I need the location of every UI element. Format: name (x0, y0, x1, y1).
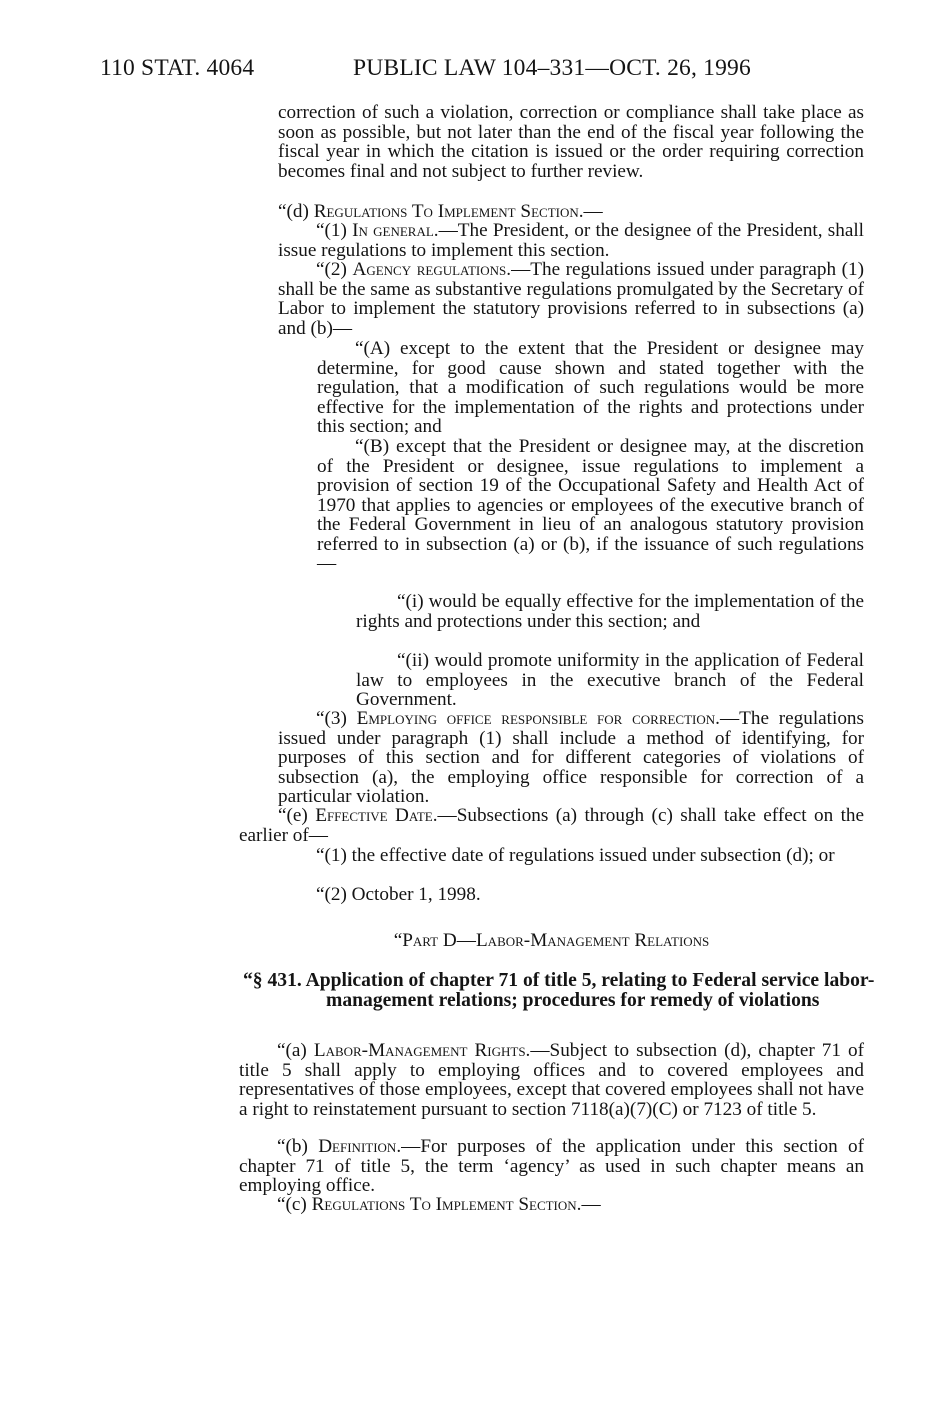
section-431-subsection-c-heading: “(c) Regulations To Implement Section.— (277, 1194, 601, 1215)
paragraph-d3: “(3) Employing office responsible for correction.—The regulations issued under paragraph (1) shall include a method of identifying, for purposes of this section and for different categories of violations of subsection (a), the employing office responsible for correction of a particular violation. (278, 708, 864, 807)
section-431-subsection-a: “(a) Labor-Management Rights.—Subject to subsection (d), chapter 71 of title 5 shall apply to employing offices and to covered employees and representatives of those employees, except that covered employees shall not have a right to reinstatement pursuant to section 7118(a)(7)(C) or 7123 of title 5. (239, 1040, 865, 1120)
subparagraph-d2B: “(B) except that the President or designee may, at the discretion of the President or designee, issue regulations to implement a provision of section 19 of the Occupational Safety and Health Act of 1970 that applies to agencies or employees of the executive branch of the Federal Government in lieu of an analogous statutory provision referred to in subsection (a) or (b), if the issuance of such regulations— (317, 436, 864, 574)
part-heading: “Part D—Labor-Management Relations (393, 930, 710, 951)
paragraph-d2: “(2) Agency regulations.—The regulations issued under paragraph (1) shall be the same as substantive regulations promulgated by the Secretary of Labor to implement the statutory provisions referred to in subsections (a) and (b)— (278, 259, 865, 339)
clause-d2Bii: “(ii) would promote uniformity in the application of Federal law to employees in the executive branch of the Federal Government. (356, 650, 864, 710)
clause-d2Bi: “(i) would be equally effective for the implementation of the rights and protections under this section; and (356, 591, 864, 632)
paragraph-e1: “(1) the effective date of regulations issued under subsection (d); or (316, 845, 835, 866)
subparagraph-d2A: “(A) except to the extent that the President or designee may determine, for good cause shown and stated together with the regulation, that a modification of such regulations would be more effective for the implementation of the rights and protections under this section; and (317, 338, 864, 437)
paragraph-d1: “(1) In general.—The President, or the designee of the President, shall issue regulations to implement this section. (278, 220, 865, 261)
paragraph-e2: “(2) October 1, 1998. (316, 884, 481, 905)
subsection-e: “(e) Effective Date.—Subsections (a) through (c) shall take effect on the earlier of— (239, 805, 865, 846)
page-stat-reference: 110 STAT. 4064 (100, 55, 255, 81)
continuation-paragraph: correction of such a violation, correction or compliance shall take place as soon as possible, but not later than the end of the fiscal year following the fiscal year in which the citation is issued or the order requiring correction becomes final and not subject to further review. (278, 102, 864, 182)
section-heading: “§ 431. Application of chapter 71 of title 5, relating to Federal service labor-management relations; procedures for remedy of violations (243, 970, 875, 1011)
section-431-subsection-b: “(b) Definition.—For purposes of the application under this section of chapter 71 of title 5, the term ‘agency’ as used in such chapter means an employing office. (239, 1136, 864, 1196)
running-head-law: PUBLIC LAW 104–331—OCT. 26, 1996 (353, 55, 751, 81)
subsection-d-heading: “(d) Regulations To Implement Section.— (278, 201, 603, 222)
